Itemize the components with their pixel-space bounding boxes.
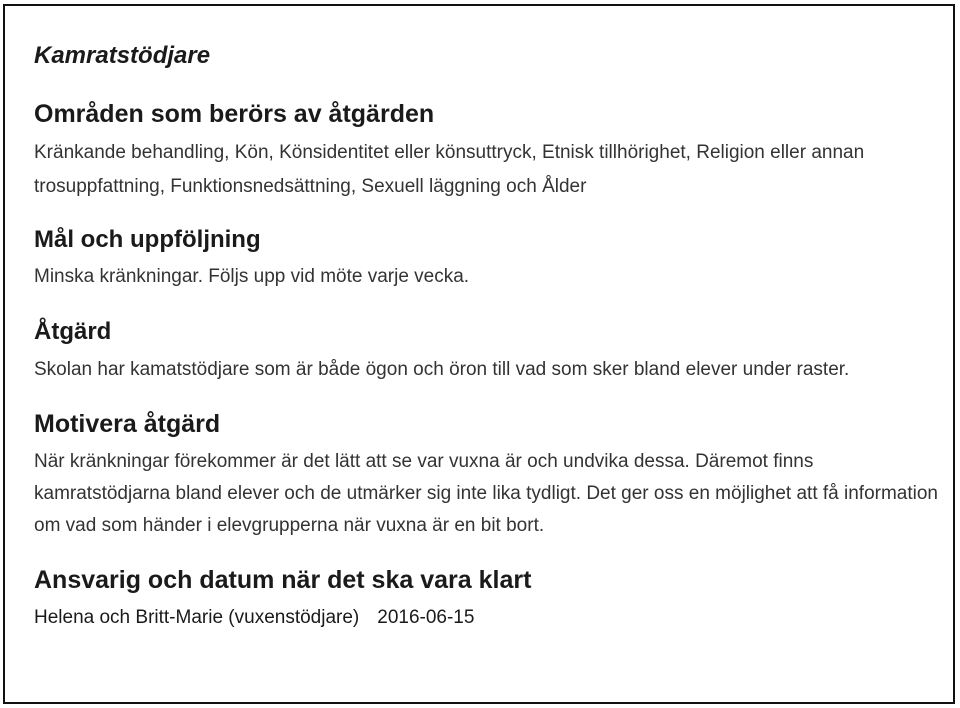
section-heading-ansvarig: Ansvarig och datum när det ska vara klart bbox=[34, 566, 532, 594]
due-date: 2016-06-15 bbox=[377, 607, 475, 628]
section-heading-atgard: Åtgärd bbox=[34, 318, 112, 345]
section-heading-mal: Mål och uppföljning bbox=[34, 226, 261, 253]
section-text-omraden: Kränkande behandling, Kön, Könsidentitet eller könsuttryck, Etnisk tillhörighet, Religion eller annan trosuppfattning, Funktionsnedsättning, Sexuell läggning och Ålder bbox=[34, 142, 865, 197]
document-title: Kamratstödjare bbox=[34, 42, 211, 69]
section-text-mal: Minska kränkningar. Följs upp vid möte varje vecka. bbox=[34, 266, 470, 287]
responsible-persons: Helena och Britt-Marie (vuxenstödjare) bbox=[34, 607, 360, 628]
section-text-ansvarig bbox=[34, 602, 474, 634]
section-heading-omraden: Områden som berörs av åtgärden bbox=[34, 100, 435, 128]
document-frame bbox=[3, 4, 955, 704]
section-text-atgard: Skolan har kamatstödjare som är både ögon och öron till vad som sker bland elever under raster. bbox=[34, 359, 850, 380]
section-heading-motivera: Motivera åtgärd bbox=[34, 410, 221, 438]
section-text-motivera: När kränkningar förekommer är det lätt att se var vuxna är och undvika dessa. Däremot finns kamratstödjarna bland elever och de utmärker sig inte lika tydligt. Det ger oss en möjlighet att få information om vad som händer i elevgrupperna när vuxna är en bit bort. bbox=[34, 451, 939, 536]
